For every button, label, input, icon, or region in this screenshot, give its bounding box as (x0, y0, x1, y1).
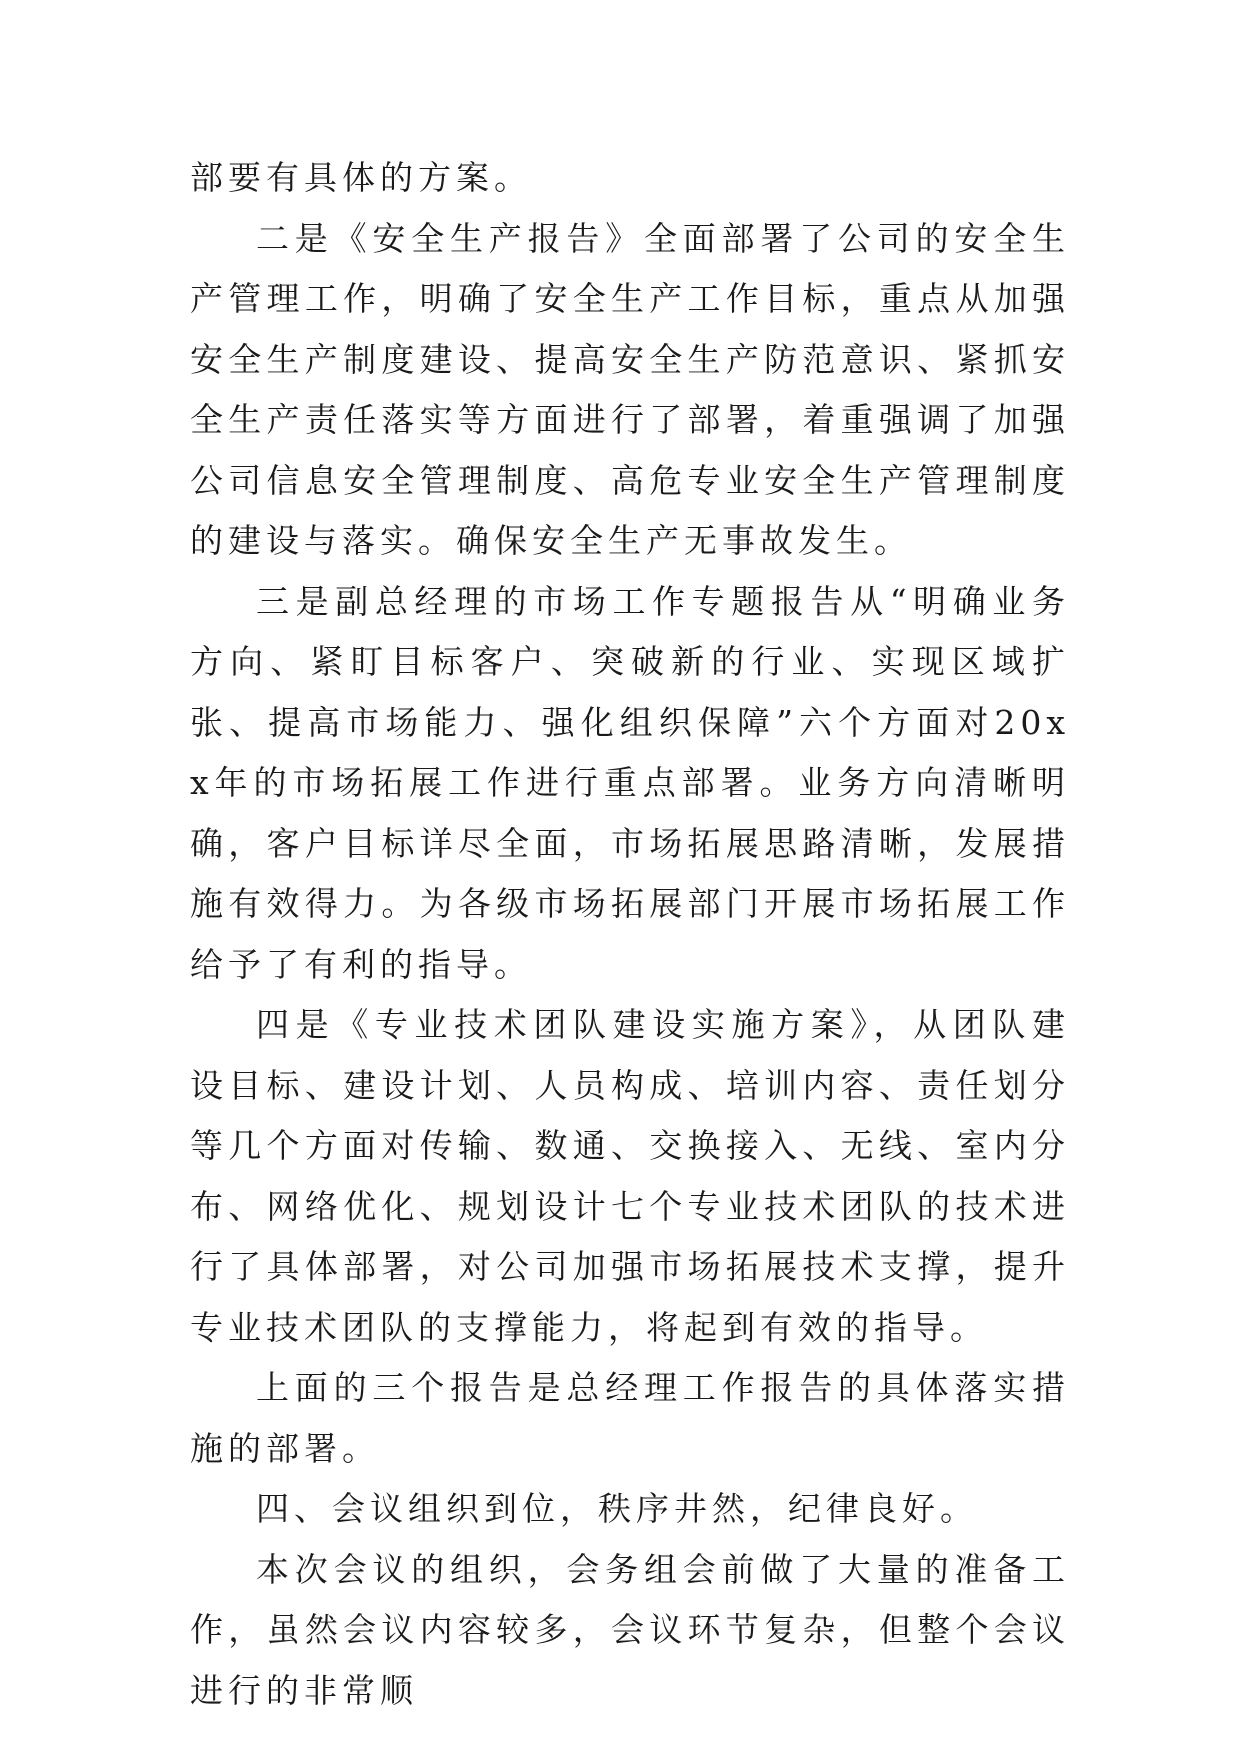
paragraph-continuation: 部要有具体的方案。 (190, 158, 532, 197)
body-text (190, 148, 1070, 1721)
paragraph-meeting-organization: 本次会议的组织，会务组会前做了大量的准备工作，虽然会议内容较多，会议环节复杂，但整个会议进行的非常顺 (190, 1549, 1070, 1710)
paragraph-section-heading: 四、会议组织到位，秩序井然，纪律良好。 (256, 1489, 978, 1528)
paragraph-safety-report: 二是《安全生产报告》全面部署了公司的安全生产管理工作，明确了安全生产工作目标，重点从加强安全生产制度建设、提高安全生产防范意识、紧抓安全生产责任落实等方面进行了部署，着重强调了加强公司信息安全管理制度、高危专业安全生产管理制度的建设与落实。确保安全生产无事故发生。 (190, 218, 1070, 560)
paragraph-tech-team-plan: 四是《专业技术团队建设实施方案》，从团队建设目标、建设计划、人员构成、培训内容、责任划分等几个方面对传输、数通、交换接入、无线、室内分布、网络优化、规划设计七个专业技术团队的技术进行了具体部署，对公司加强市场拓展技术支撑，提升专业技术团队的支撑能力，将起到有效的指导。 (190, 1005, 1070, 1347)
paragraph-market-report: 三是副总经理的市场工作专题报告从“明确业务方向、紧盯目标客户、突破新的行业、实现区域扩张、提高市场能力、强化组织保障”六个方面对20xx年的市场拓展工作进行重点部署。业务方向清晰明确，客户目标详尽全面，市场拓展思路清晰，发展措施有效得力。为各级市场拓展部门开展市场拓展工作给予了有利的指导。 (190, 581, 1070, 984)
paragraph-summary: 上面的三个报告是总经理工作报告的具体落实措施的部署。 (190, 1368, 1070, 1468)
